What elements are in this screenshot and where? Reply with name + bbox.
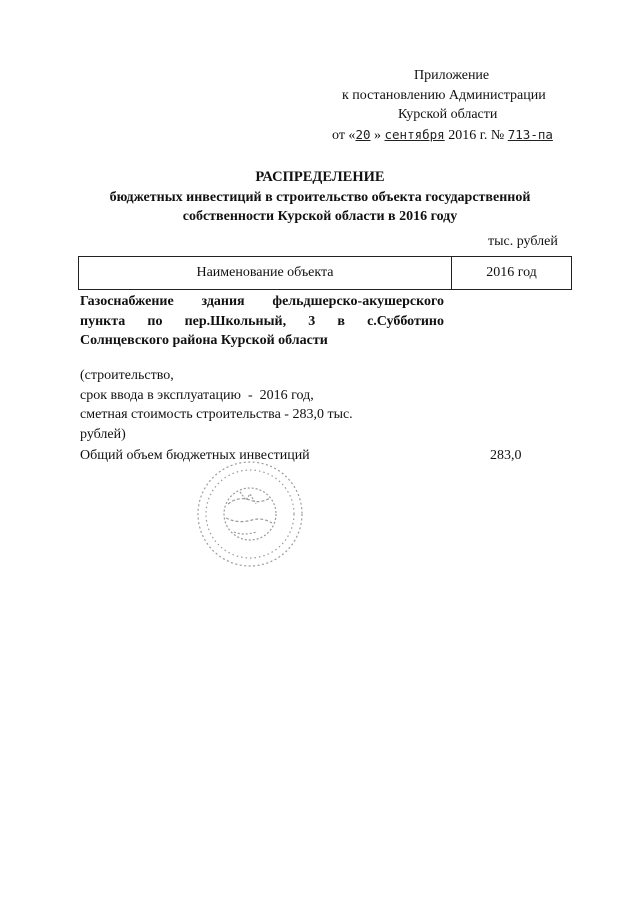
date-prefix: от « (332, 127, 356, 143)
table-header (78, 256, 572, 290)
object-details (80, 366, 400, 444)
column-header-year: 2016 год (486, 265, 537, 280)
appendix-line-3: Курской области (398, 107, 498, 122)
object-name (80, 292, 444, 351)
object-name-line-2: пункта по пер.Школьный, 3 в с.Субботино (80, 313, 444, 329)
subtitle-line-1: бюджетных инвестиций в строительство объекта государственной (109, 190, 531, 205)
official-stamp (190, 452, 310, 572)
date-day: 20 (355, 126, 371, 142)
detail-line-2: срок ввода в эксплуатацию - 2016 год, (80, 387, 314, 403)
total-value: 283,0 (490, 448, 522, 463)
appendix-header (318, 66, 618, 145)
date-month: сентября (384, 126, 445, 142)
document-title: РАСПРЕДЕЛЕНИЕ (255, 169, 385, 185)
date-separator: » (374, 127, 381, 143)
column-header-object-name: Наименование объекта (79, 257, 452, 289)
object-name-line-3: Солнцевского района Курской области (80, 333, 328, 348)
unit-label: тыс. рублей (488, 234, 558, 249)
appendix-line-1: Приложение (414, 68, 490, 83)
detail-line-3: сметная стоимость строительства - 283,0 тыс. (80, 407, 353, 422)
detail-line-1: (строительство, (80, 368, 174, 383)
date-year: 2016 г. № (448, 127, 505, 143)
subtitle-line-2: собственности Курской области в 2016 году (182, 209, 458, 224)
object-name-line-1: Газоснабжение здания фельдшерско-акушерского (80, 294, 444, 309)
appendix-date-line (318, 125, 618, 146)
document-subtitle (80, 188, 560, 226)
appendix-line-2: к постановлению Администрации (342, 87, 546, 103)
total-label: Общий объем бюджетных инвестиций (80, 448, 310, 463)
detail-line-4: рублей) (80, 426, 126, 442)
document-number: 713-па (507, 126, 553, 142)
